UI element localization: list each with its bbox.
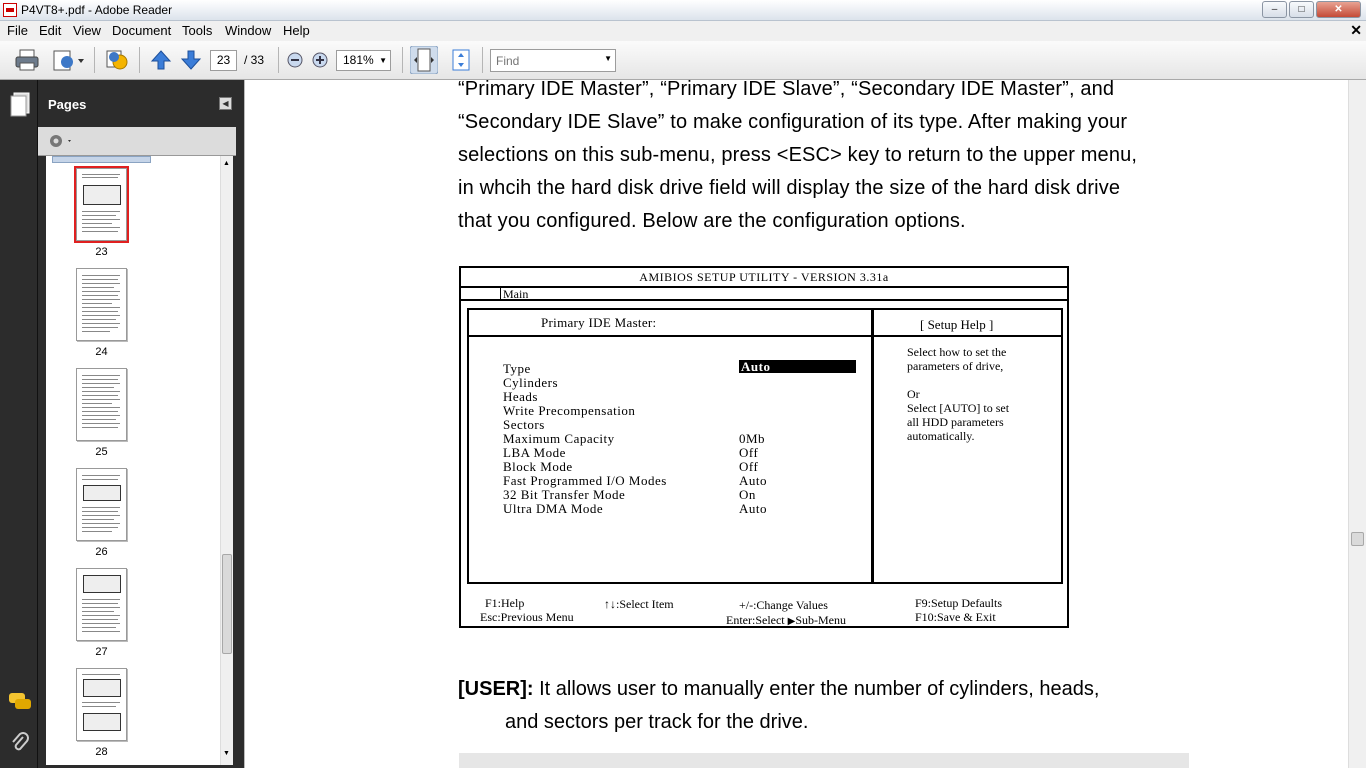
document-view — [244, 80, 1348, 768]
title-bar — [0, 0, 1366, 21]
page-thumbnail[interactable] — [76, 568, 127, 641]
user-paragraph — [458, 673, 1218, 739]
find-input[interactable] — [491, 50, 603, 71]
page-total-label: / 33 — [244, 53, 265, 67]
page-thumbnail-label: 24 — [95, 346, 108, 358]
bios-footer-esc: Esc:Previous Menu — [480, 610, 574, 624]
page-thumbnail[interactable] — [76, 168, 127, 241]
intro-paragraph — [458, 80, 1218, 238]
bios-setting-label: Fast Programmed I/O Modes — [503, 473, 667, 488]
attachments-icon[interactable] — [10, 732, 30, 756]
bios-screen-figure — [459, 266, 1069, 628]
collaborate-icon[interactable] — [103, 48, 131, 72]
scroll-up-icon[interactable]: ▲ — [223, 160, 230, 167]
bios-setting-label: Ultra DMA Mode — [503, 501, 604, 516]
navigation-icon-column — [0, 80, 38, 768]
bios-footer-f10: F10:Save & Exit — [915, 610, 996, 624]
thumbnails-scrollbar[interactable] — [220, 156, 233, 765]
page-thumbnail-label: 26 — [95, 546, 108, 558]
bios-setting-label: Sectors — [503, 417, 545, 432]
zoom-out-icon[interactable] — [286, 48, 304, 72]
bios-setting-value: 0Mb — [739, 431, 766, 446]
pages-panel-options — [38, 127, 236, 156]
bios-footer-enter: Enter:Select ▶Sub-Menu — [726, 613, 847, 627]
menu-tools[interactable]: Tools — [182, 23, 213, 38]
bios-help-panel — [872, 308, 1063, 584]
bios-setting-value: On — [739, 487, 756, 502]
bios-section-title: Primary IDE Master: — [541, 315, 657, 330]
user-option-text: It allows user to manually enter the number of cylinders, heads, — [533, 678, 1100, 700]
next-figure-edge — [459, 753, 1189, 768]
zoom-level-value: 181% — [343, 53, 374, 67]
minimize-button[interactable]: – — [1262, 1, 1287, 18]
page-thumbnail[interactable] — [76, 368, 127, 441]
bios-footer-change: +/-:Change Values — [739, 598, 828, 612]
arrow-right-icon: ▶ — [787, 616, 796, 627]
bios-setting-label: Write Precompensation — [503, 403, 636, 418]
menu-edit[interactable]: Edit — [39, 23, 62, 38]
print-icon[interactable] — [14, 48, 40, 72]
maximize-button[interactable]: □ — [1289, 1, 1314, 18]
bios-header: AMIBIOS SETUP UTILITY - VERSION 3.31a — [461, 268, 1067, 288]
menu-view[interactable]: View — [73, 23, 101, 38]
scroll-down-icon[interactable]: ▼ — [223, 750, 230, 757]
page-number-input[interactable]: 23 — [210, 50, 237, 71]
menu-help[interactable]: Help — [283, 23, 310, 38]
bios-setting-value: Off — [739, 459, 759, 474]
menu-bar — [0, 21, 1366, 41]
page-thumbnail-label: 28 — [95, 746, 108, 758]
bios-help-text: Select how to set the parameters of drive, Or Select [AUTO] to set all HDD parameters automatically. — [907, 345, 1010, 443]
document-scrollbar[interactable] — [1348, 80, 1366, 768]
menu-document[interactable]: Document — [112, 23, 172, 38]
bios-setting-value: Off — [739, 445, 759, 460]
page-thumbnail[interactable] — [76, 268, 127, 341]
bios-setting-label: Maximum Capacity — [503, 431, 615, 446]
page-thumbnail[interactable] — [76, 468, 127, 541]
menu-file[interactable]: File — [7, 23, 28, 38]
find-dropdown-chevron-icon[interactable]: ▼ — [604, 54, 612, 63]
bios-setting-label: Type — [503, 361, 531, 376]
pages-panel-header — [38, 80, 236, 127]
scrolling-mode-icon[interactable] — [410, 46, 438, 74]
text-line: selections on this sub-menu, press <ESC> key to return to the upper menu, — [458, 144, 1138, 166]
close-document-icon[interactable]: ✕ — [1350, 22, 1362, 38]
next-page-icon[interactable] — [180, 48, 202, 72]
bios-footer-f9: F9:Setup Defaults — [915, 596, 1002, 610]
bios-tab-main: Main — [503, 287, 529, 301]
toolbar — [0, 41, 1366, 80]
page-thumbnail-label: 27 — [95, 646, 108, 658]
page-thumbnail[interactable] — [76, 668, 127, 741]
text-line: in whcih the hard disk drive field will display the size of the hard disk drive — [458, 177, 1121, 199]
bios-setting-label: Block Mode — [503, 459, 573, 474]
find-field[interactable] — [490, 49, 616, 72]
zoom-in-icon[interactable] — [311, 48, 329, 72]
bios-tab-row — [461, 288, 1067, 301]
close-button[interactable]: ✕ — [1316, 1, 1361, 18]
user-option-label: [USER]: — [458, 678, 534, 700]
zoom-level-dropdown[interactable] — [336, 50, 391, 71]
bios-setting-value: Auto — [739, 501, 767, 516]
bios-setting-value: Auto — [739, 473, 767, 488]
page-thumbnail-label: 23 — [95, 246, 108, 258]
text-line: that you configured. Below are the configuration options. — [458, 210, 966, 232]
page-thumbnails — [46, 156, 220, 765]
previous-page-icon[interactable] — [150, 48, 172, 72]
bios-setting-label: 32 Bit Transfer Mode — [503, 487, 626, 502]
bios-setting-label: Heads — [503, 389, 538, 404]
page-thumbnail-label: 25 — [95, 446, 108, 458]
user-option-text-continued: and sectors per track for the drive. — [505, 711, 809, 733]
bios-help-title: [ Setup Help ] — [920, 317, 994, 332]
adobe-reader-app-icon — [3, 3, 17, 17]
text-line: “Secondary IDE Slave” to make configuration of its type. After making your — [458, 111, 1128, 133]
fit-page-icon[interactable] — [448, 48, 474, 72]
comments-icon[interactable] — [8, 692, 32, 712]
bios-setting-value-selected: Auto — [739, 360, 856, 373]
bios-setting-label: LBA Mode — [503, 445, 566, 460]
options-gear-icon[interactable] — [48, 133, 74, 149]
text-line: “Primary IDE Master”, “Primary IDE Slave”, “Secondary IDE Master”, and — [458, 80, 1115, 100]
create-pdf-icon[interactable] — [50, 48, 86, 72]
bios-footer-select-item: ↑↓:Select Item — [604, 597, 674, 611]
pages-panel-icon[interactable] — [9, 92, 31, 118]
bios-setting-label: Cylinders — [503, 375, 559, 390]
window-title: P4VT8+.pdf - Adobe Reader — [21, 3, 173, 17]
chevron-down-icon: ▼ — [379, 56, 387, 65]
previous-thumbnail-highlight — [52, 156, 151, 163]
collapse-panel-icon[interactable]: ◀ — [219, 97, 232, 110]
pages-panel-title: Pages — [48, 97, 87, 112]
menu-window[interactable]: Window — [225, 23, 272, 38]
bios-footer-f1: F1:Help — [485, 596, 525, 610]
document-scroll-thumb[interactable] — [1351, 532, 1364, 546]
scroll-thumb[interactable] — [222, 554, 232, 654]
